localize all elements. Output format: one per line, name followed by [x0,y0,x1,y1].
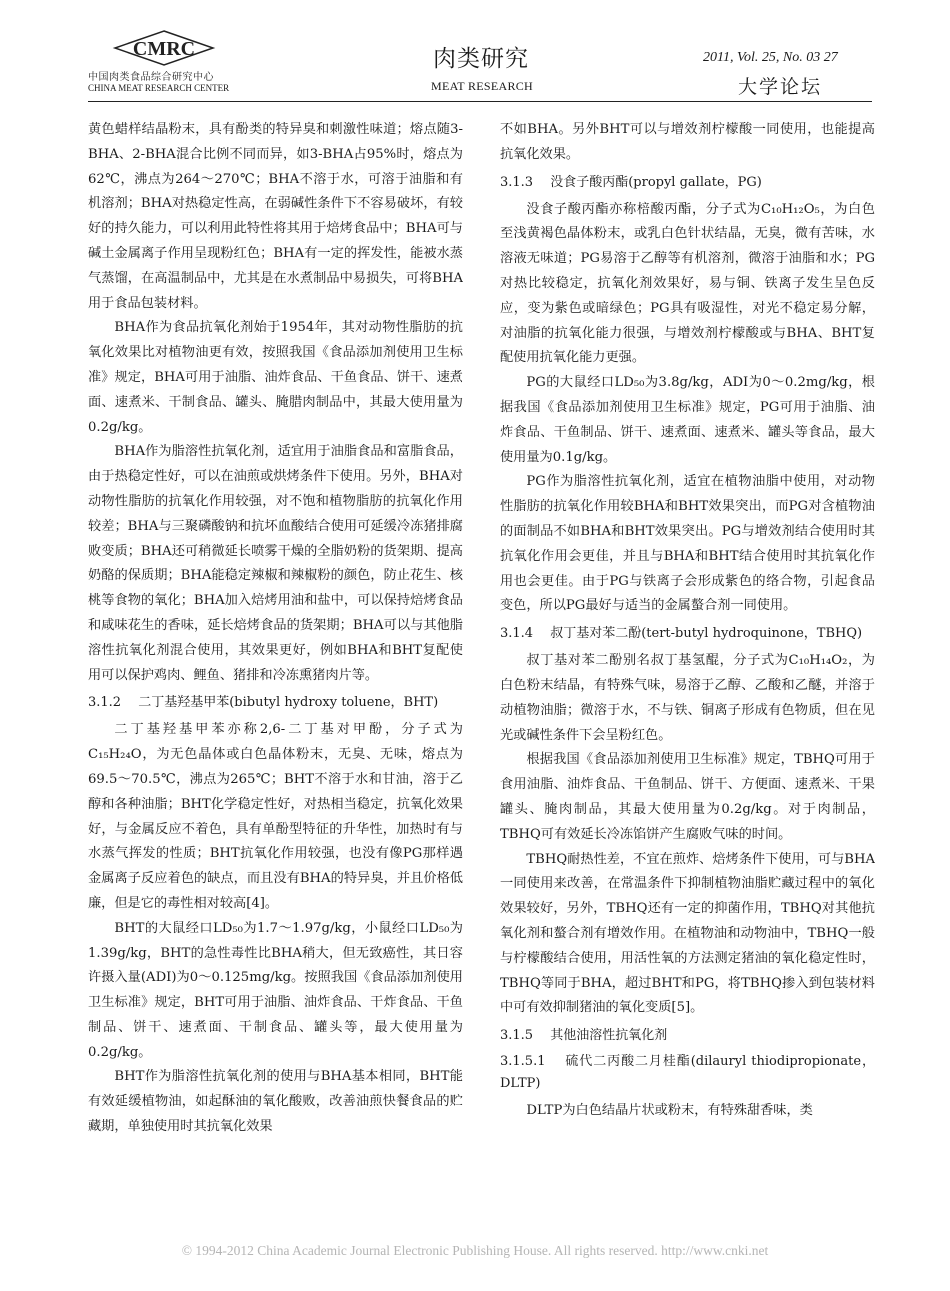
paragraph: 二丁基羟基甲苯亦称2,6-二丁基对甲酚，分子式为C₁₅H₂₄O，为无色晶体或白色晶体粉末，无臭、无味，熔点为69.5～70.5℃，沸点为265℃；BHT不溶于水和甘油，溶于乙醇和各种油脂；BHT化学稳定性好，对热相当稳定，抗氧化效果好，与金属反应不着色，具有单酚型特征的升华性，加热时有与水蒸气挥发的性质；BHT抗氧化作用较强，也没有像PG那样遇金属离子反应着色的缺点，而且没有BHA的特异臭，并且价格低廉，但是它的毒性相对较高[4]。 [88,722,463,911]
paragraph: 没食子酸丙酯亦称棓酸丙酯，分子式为C₁₀H₁₂O₅，为白色至浅黄褐色晶体粉末，或乳白色针状结晶，无臭，微有苦味，水溶液无味道；PG易溶于乙醇等有机溶剂，微溶于油脂和水；PG对热比较稳定，抗氧化剂效果好，易与铜、铁离子发生呈色反应，变为紫色或暗绿色；PG具有吸湿性，对光不稳定易分解，对油脂的抗氧化能力很强，与增效剂柠檬酸或与BHA、BHT复配使用抗氧化能力更强。 [500,201,875,366]
logo-text: CMRC [132,38,196,60]
paragraph: 根据我国《食品添加剂使用卫生标准》规定，TBHQ可用于食用油脂、油炸食品、干鱼制品、饼干、方便面、速煮米、干果罐头、腌肉制品，其最大使用量为0.2g/kg。对于肉制品，TBHQ可有效延长冷冻馅饼产生腐败气味的时间。 [500,752,875,842]
section-title: 大学论坛 [738,76,823,98]
paragraph: BHT作为脂溶性抗氧化剂的使用与BHA基本相同，BHT能有效延缓植物油，如起酥油的氧化酸败，改善油煎快餐食品的贮藏期，单独使用时其抗氧化效果 [88,1069,463,1135]
paragraph: 不如BHA。另外BHT可以与增效剂柠檬酸一同使用，也能提高抗氧化效果。 [500,122,875,162]
journal-title-en: MEAT RESEARCH [431,79,534,93]
left-column [88,118,463,1140]
logo-english-name: CHINA MEAT RESEARCH CENTER [88,83,230,93]
paragraph: TBHQ耐热性差，不宜在煎炸、焙烤条件下使用，可与BHA一同使用来改善，在常温条件下抑制植物油脂贮藏过程中的氧化效果较好，另外，TBHQ还有一定的抑菌作用，TBHQ对其他抗氧化剂和螯合剂有增效作用。在植物油和动物油中，TBHQ一般与柠檬酸结合使用，用活性氧的方法测定猪油的氧化稳定性时，TBHQ等同于BHA，超过BHT和PG，将TBHQ掺入到包装材料中可有效抑制猪油的氧化变质[5]。 [500,851,875,1016]
header-rule [88,101,872,102]
section-heading: 3.1.5 其他油溶性抗氧化剂 [500,1028,668,1044]
copyright-footer: © 1994-2012 China Academic Journal Electronic Publishing House. All rights reserved. http://www.cnki.net [181,1243,769,1258]
logo-chinese-name: 中国肉类食品综合研究中心 [88,72,214,83]
paragraph: 叔丁基对苯二酚别名叔丁基氢醌，分子式为C₁₀H₁₄O₂，为白色粉末结晶，有特殊气味，易溶于乙醇、乙酸和乙醚，并溶于动植物油脂；微溶于水，不与铁、铜离子形成有色物质，但在见光或碱性条件下会呈粉红色。 [500,653,875,743]
paragraph: PG的大鼠经口LD₅₀为3.8g/kg，ADI为0～0.2mg/kg，根据我国《食品添加剂使用卫生标准》规定，PG可用于油脂、油炸食品、干鱼制品、饼干、速煮面、速煮米、罐头等食品，最大使用量为0.1g/kg。 [500,375,875,465]
cmrc-logo [88,30,258,93]
paragraph: BHA作为食品抗氧化剂始于1954年，其对动物性脂肪的抗氧化效果比对植物油更有效，按照我国《食品添加剂使用卫生标准》规定，BHA可用于油脂、油炸食品、干鱼食品、饼干、速煮面、速煮米、干制食品、罐头、腌腊肉制品中，其最大使用量为0.2g/kg。 [88,320,463,435]
paragraph: DLTP为白色结晶片状或粉末，有特殊甜香味，类 [526,1103,813,1119]
section-heading: 3.1.4 叔丁基对苯二酚(tert-butyl hydroquinone，TBHQ) [500,626,863,642]
page-header [0,0,950,110]
section-heading: 3.1.2 二丁基羟基甲苯(bibutyl hydroxy toluene，BHT) [88,695,439,711]
journal-title-cn: 肉类研究 [433,46,529,72]
section-heading: 3.1.5.1 硫代二丙酸二月桂酯(dilauryl thiodipropionate，DLTP) [500,1054,875,1092]
issue-info: 2011, Vol. 25, No. 03 27 [703,50,838,65]
paragraph: 黄色蜡样结晶粉末，具有酚类的特异臭和刺激性味道；熔点随3-BHA、2-BHA混合比例不同而异，如3-BHA占95%时，熔点为62℃，沸点为264～270℃；BHA不溶于水，可溶于油脂和有机溶剂；BHA对热稳定性高，在弱碱性条件下不容易破坏，有较好的持久能力，可以利用此特性将其用于焙烤食品中；BHA可与碱土金属离子作用呈现粉红色；BHA有一定的挥发性，能被水蒸气蒸馏，在高温制品中，尤其是在水煮制品中易损失，可将BHA用于食品包装材料。 [88,122,463,311]
logo-emblem-icon [112,30,216,66]
right-column [500,118,875,1124]
paragraph: BHT的大鼠经口LD₅₀为1.7～1.97g/kg，小鼠经口LD₅₀为1.39g/kg，BHT的急性毒性比BHA稍大，但无致癌性，其日容许摄入量(ADI)为0～0.125mg/kg。按照我国《食品添加剂使用卫生标准》规定，BHT可用于油脂、油炸食品、干炸食品、干鱼制品、饼干、速煮面、干制食品、罐头等，最大使用量为0.2g/kg。 [88,920,463,1060]
section-heading: 3.1.3 没食子酸丙酯(propyl gallate，PG) [500,174,762,190]
paragraph: BHA作为脂溶性抗氧化剂，适宜用于油脂食品和富脂食品，由于热稳定性好，可以在油煎或烘烤条件下使用。另外，BHA对动物性脂肪的抗氧化作用较强，对不饱和植物脂肪的抗氧化作用较差；BHA与三聚磷酸钠和抗坏血酸结合使用可延缓冷冻猪排腐败变质；BHA还可稍微延长喷雾干燥的全脂奶粉的货架期、提高奶酪的保质期；BHA能稳定辣椒和辣椒粉的颜色，防止花生、核桃等食物的氧化；BHA加入焙烤用油和盐中，可以保持焙烤食品和咸味花生的香味，延长焙烤食品的货架期；BHA可以与其他脂溶性抗氧化剂混合使用，其效果更好，例如BHA和BHT复配使用可以保护鸡肉、鲤鱼、猪排和冷冻熏猪肉片等。 [88,444,463,683]
paragraph: PG作为脂溶性抗氧化剂，适宜在植物油脂中使用，对动物性脂肪的抗氧化作用较BHA和BHT效果突出，而PG对含植物油的面制品不如BHA和BHT效果突出。PG与增效剂结合使用时其抗氧化作用会更佳，并且与BHA和BHT结合使用时其抗氧化作用也会更佳。由于PG与铁离子会形成紫色的络合物，引起食品变色，所以PG最好与适当的金属螯合剂一同使用。 [500,474,875,614]
